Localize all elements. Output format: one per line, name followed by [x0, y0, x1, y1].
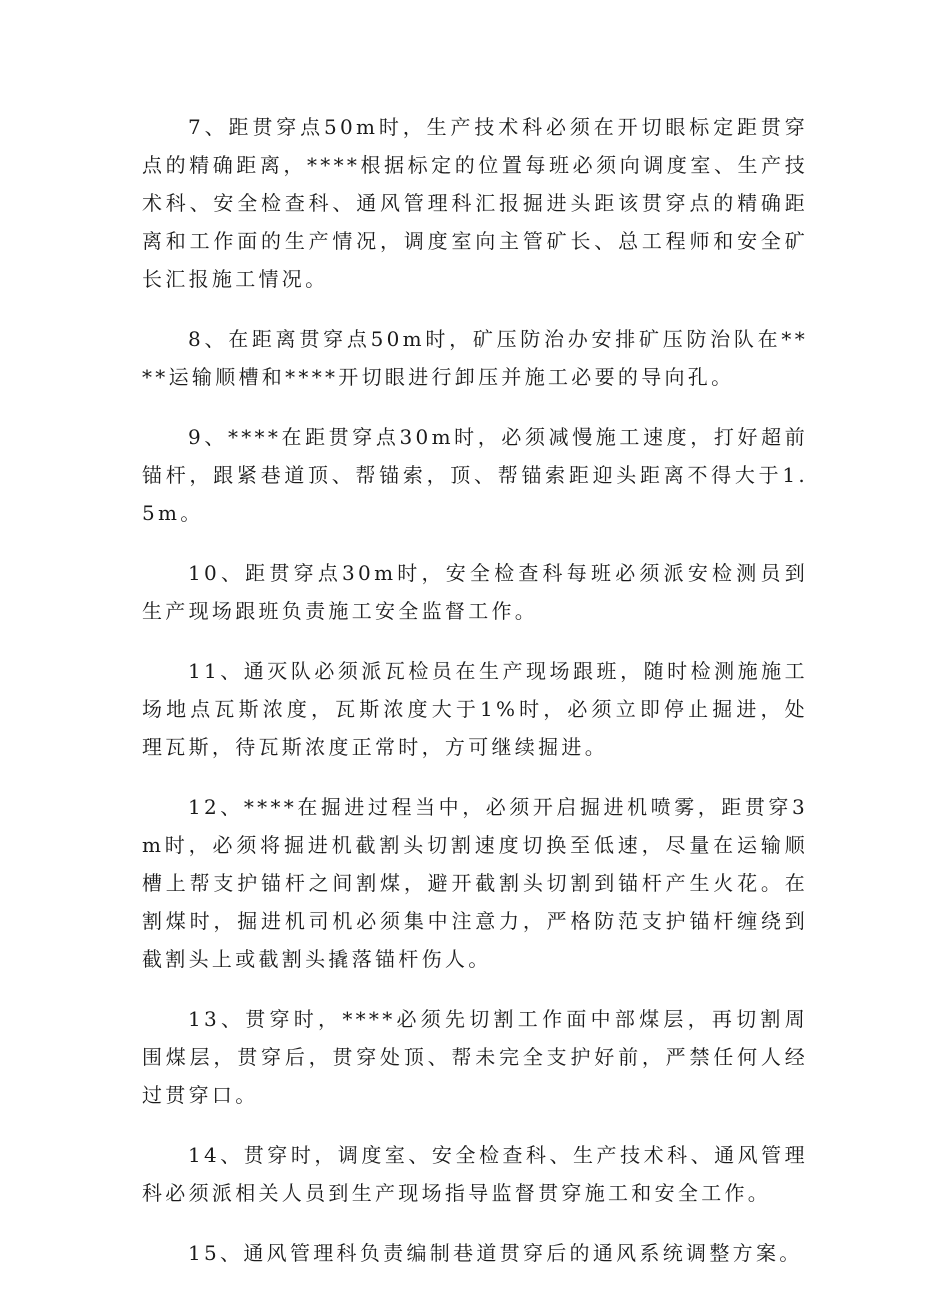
paragraph-item-11: 11、通灭队必须派瓦检员在生产现场跟班，随时检测施施工场地点瓦斯浓度，瓦斯浓度大于1%时，必须立即停止掘进，处理瓦斯，待瓦斯浓度正常时，方可继续掘进。	[142, 659, 808, 759]
paragraph-item-13: 13、贯穿时，****必须先切割工作面中部煤层，再切割周围煤层，贯穿后，贯穿处顶、帮未完全支护好前，严禁任何人经过贯穿口。	[142, 1007, 808, 1107]
paragraph-item-8: 8、在距离贯穿点50m时，矿压防治办安排矿压防治队在****运输顺槽和****开切眼进行卸压并施工必要的导向孔。	[142, 327, 808, 389]
document-body	[142, 108, 808, 1294]
paragraph-item-12: 12、****在掘进过程当中，必须开启掘进机喷雾，距贯穿3m时，必须将掘进机截割头切割速度切换至低速，尽量在运输顺槽上帮支护锚杆之间割煤，避开截割头切割到锚杆产生火花。在割煤时，掘进机司机必须集中注意力，严格防范支护锚杆缠绕到截割头上或截割头撬落锚杆伤人。	[142, 795, 808, 971]
paragraph-item-15: 15、通风管理科负责编制巷道贯穿后的通风系统调整方案。	[188, 1241, 803, 1265]
paragraph-item-14: 14、贯穿时，调度室、安全检查科、生产技术科、通风管理科必须派相关人员到生产现场指导监督贯穿施工和安全工作。	[142, 1143, 808, 1205]
paragraph-item-7: 7、距贯穿点50m时，生产技术科必须在开切眼标定距贯穿点的精确距离，****根据标定的位置每班必须向调度室、生产技术科、安全检查科、通风管理科汇报掘进头距该贯穿点的精确距离和工作面的生产情况，调度室向主管矿长、总工程师和安全矿长汇报施工情况。	[142, 115, 808, 291]
paragraph-item-10: 10、距贯穿点30m时，安全检查科每班必须派安检测员到生产现场跟班负责施工安全监督工作。	[142, 561, 808, 623]
paragraph-item-9: 9、****在距贯穿点30m时，必须减慢施工速度，打好超前锚杆，跟紧巷道顶、帮锚索，顶、帮锚索距迎头距离不得大于1.5m。	[142, 425, 808, 525]
